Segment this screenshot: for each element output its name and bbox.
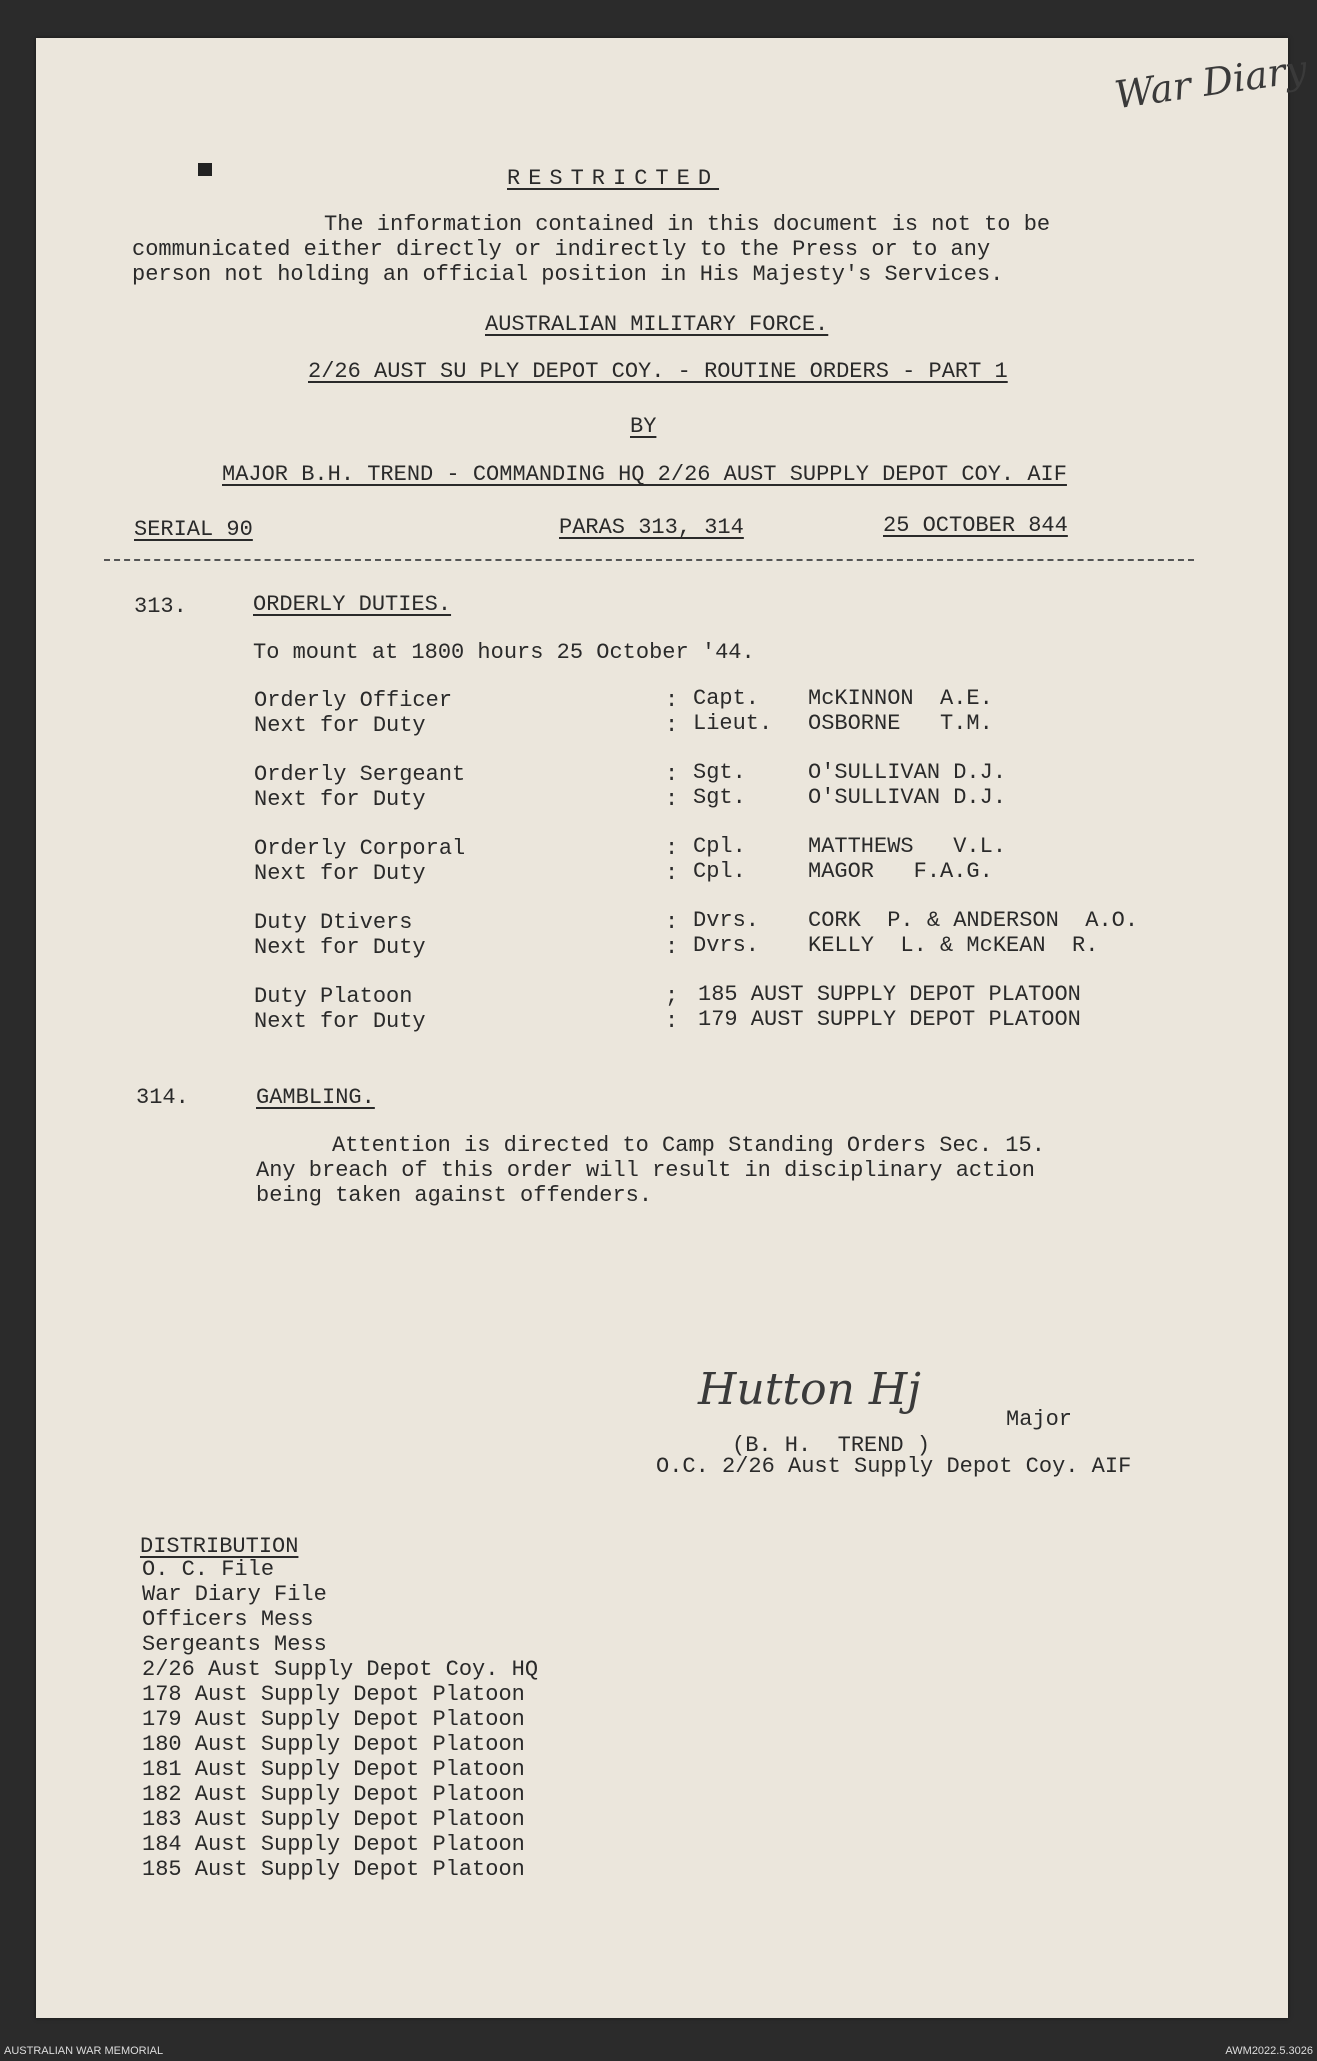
duty-separator: : [665,836,679,861]
duty-separator: : [665,861,679,886]
restricted-line-1: The information contained in this document is not to be [324,212,1051,237]
para-313-title: ORDERLY DUTIES. [253,592,452,617]
signature-name: (B. H. TREND ) [732,1433,931,1458]
list-item: 183 Aust Supply Depot Platoon [142,1807,525,1832]
signature-rank: Major [1006,1407,1073,1432]
list-item: Sergeants Mess [142,1632,327,1657]
restricted-title: RESTRICTED [507,166,720,191]
list-item: War Diary File [142,1582,327,1607]
duty-name: MATTHEWS V.L. [808,834,1007,859]
distribution-title: DISTRIBUTION [140,1534,299,1559]
duty-rank: Sgt. [693,760,746,785]
duty-separator: : [665,762,679,787]
restricted-line-2: communicated either directly or indirectly to the Press or to any [132,237,991,262]
list-item: 180 Aust Supply Depot Platoon [142,1732,525,1757]
duty-name: CORK P. & ANDERSON A.O. [808,908,1139,933]
list-item: Officers Mess [142,1607,314,1632]
list-item: 184 Aust Supply Depot Platoon [142,1832,525,1857]
list-item: O. C. File [142,1557,275,1582]
duty-separator: : [665,688,679,713]
duty-name: McKINNON A.E. [808,686,993,711]
duty-rank: Capt. [693,686,760,711]
duty-role: Duty Platoon [254,984,413,1009]
duty-separator: : [665,787,679,812]
duty-role: Orderly Sergeant [254,762,466,787]
footer-left: AUSTRALIAN WAR MEMORIAL [4,2045,164,2057]
duty-rank: Lieut. [693,711,773,736]
duty-name: MAGOR F.A.G. [808,859,993,884]
list-item: 181 Aust Supply Depot Platoon [142,1757,525,1782]
separator-line [104,559,1194,561]
duty-role: Orderly Corporal [254,836,466,861]
duty-role: Next for Duty [254,1009,426,1034]
handwritten-note: War Diary [1111,46,1310,118]
duty-separator: ; [665,984,679,1009]
para-314-title: GAMBLING. [256,1085,375,1110]
force-heading: AUSTRALIAN MILITARY FORCE. [485,312,829,337]
orders-heading: 2/26 AUST SU PLY DEPOT COY. - ROUTINE ORDERS - PART 1 [308,359,1008,384]
punch-hole [198,163,212,176]
para-313-intro: To mount at 1800 hours 25 October '44. [253,640,755,665]
list-item: 182 Aust Supply Depot Platoon [142,1782,525,1807]
restricted-line-3: person not holding an official position in His Majesty's Services. [132,262,1004,287]
list-item: 179 Aust Supply Depot Platoon [142,1707,525,1732]
by-heading: BY [630,414,657,439]
commander-heading: MAJOR B.H. TREND - COMMANDING HQ 2/26 AUST SUPPLY DEPOT COY. AIF [222,462,1067,487]
duty-rank: Dvrs. [693,908,760,933]
duty-separator: : [665,910,679,935]
list-item: 178 Aust Supply Depot Platoon [142,1682,525,1707]
duty-role: Orderly Officer [254,688,453,713]
para-314-number: 314. [136,1085,189,1110]
duty-rank: Sgt. [693,785,746,810]
serial-number: SERIAL 90 [134,517,253,542]
duty-rank: Dvrs. [693,933,760,958]
footer-right: AWM2022.5.3026 [1225,2045,1313,2057]
duty-name: O'SULLIVAN D.J. [808,760,1007,785]
para-314-line-2: Any breach of this order will result in disciplinary action [256,1158,1035,1183]
duty-separator: : [665,713,679,738]
para-314-line-1: Attention is directed to Camp Standing Orders Sec. 15. [332,1133,1045,1158]
duty-role: Next for Duty [254,713,426,738]
order-date: 25 OCTOBER 844 [883,513,1068,538]
duty-separator: : [665,935,679,960]
duty-platoon: 179 AUST SUPPLY DEPOT PLATOON [698,1007,1081,1032]
list-item: 185 Aust Supply Depot Platoon [142,1857,525,1882]
duty-separator: : [665,1009,679,1034]
document-page [36,38,1310,2018]
list-item: 2/26 Aust Supply Depot Coy. HQ [142,1657,539,1682]
duty-platoon: 185 AUST SUPPLY DEPOT PLATOON [698,982,1081,1007]
signature-scrawl: Hutton Hj [698,1364,921,1415]
para-314-line-3: being taken against offenders. [256,1183,653,1208]
duty-role: Next for Duty [254,787,426,812]
duty-rank: Cpl. [693,834,746,859]
paras-number: PARAS 313, 314 [559,515,744,540]
duty-name: KELLY L. & McKEAN R. [808,933,1099,958]
duty-role: Next for Duty [254,935,426,960]
duty-name: OSBORNE T.M. [808,711,993,736]
duty-role: Duty Dtivers [254,910,413,935]
para-313-number: 313. [134,594,187,619]
duty-name: O'SULLIVAN D.J. [808,785,1007,810]
signature-unit: O.C. 2/26 Aust Supply Depot Coy. AIF [656,1454,1132,1479]
duty-rank: Cpl. [693,859,746,884]
duty-role: Next for Duty [254,861,426,886]
